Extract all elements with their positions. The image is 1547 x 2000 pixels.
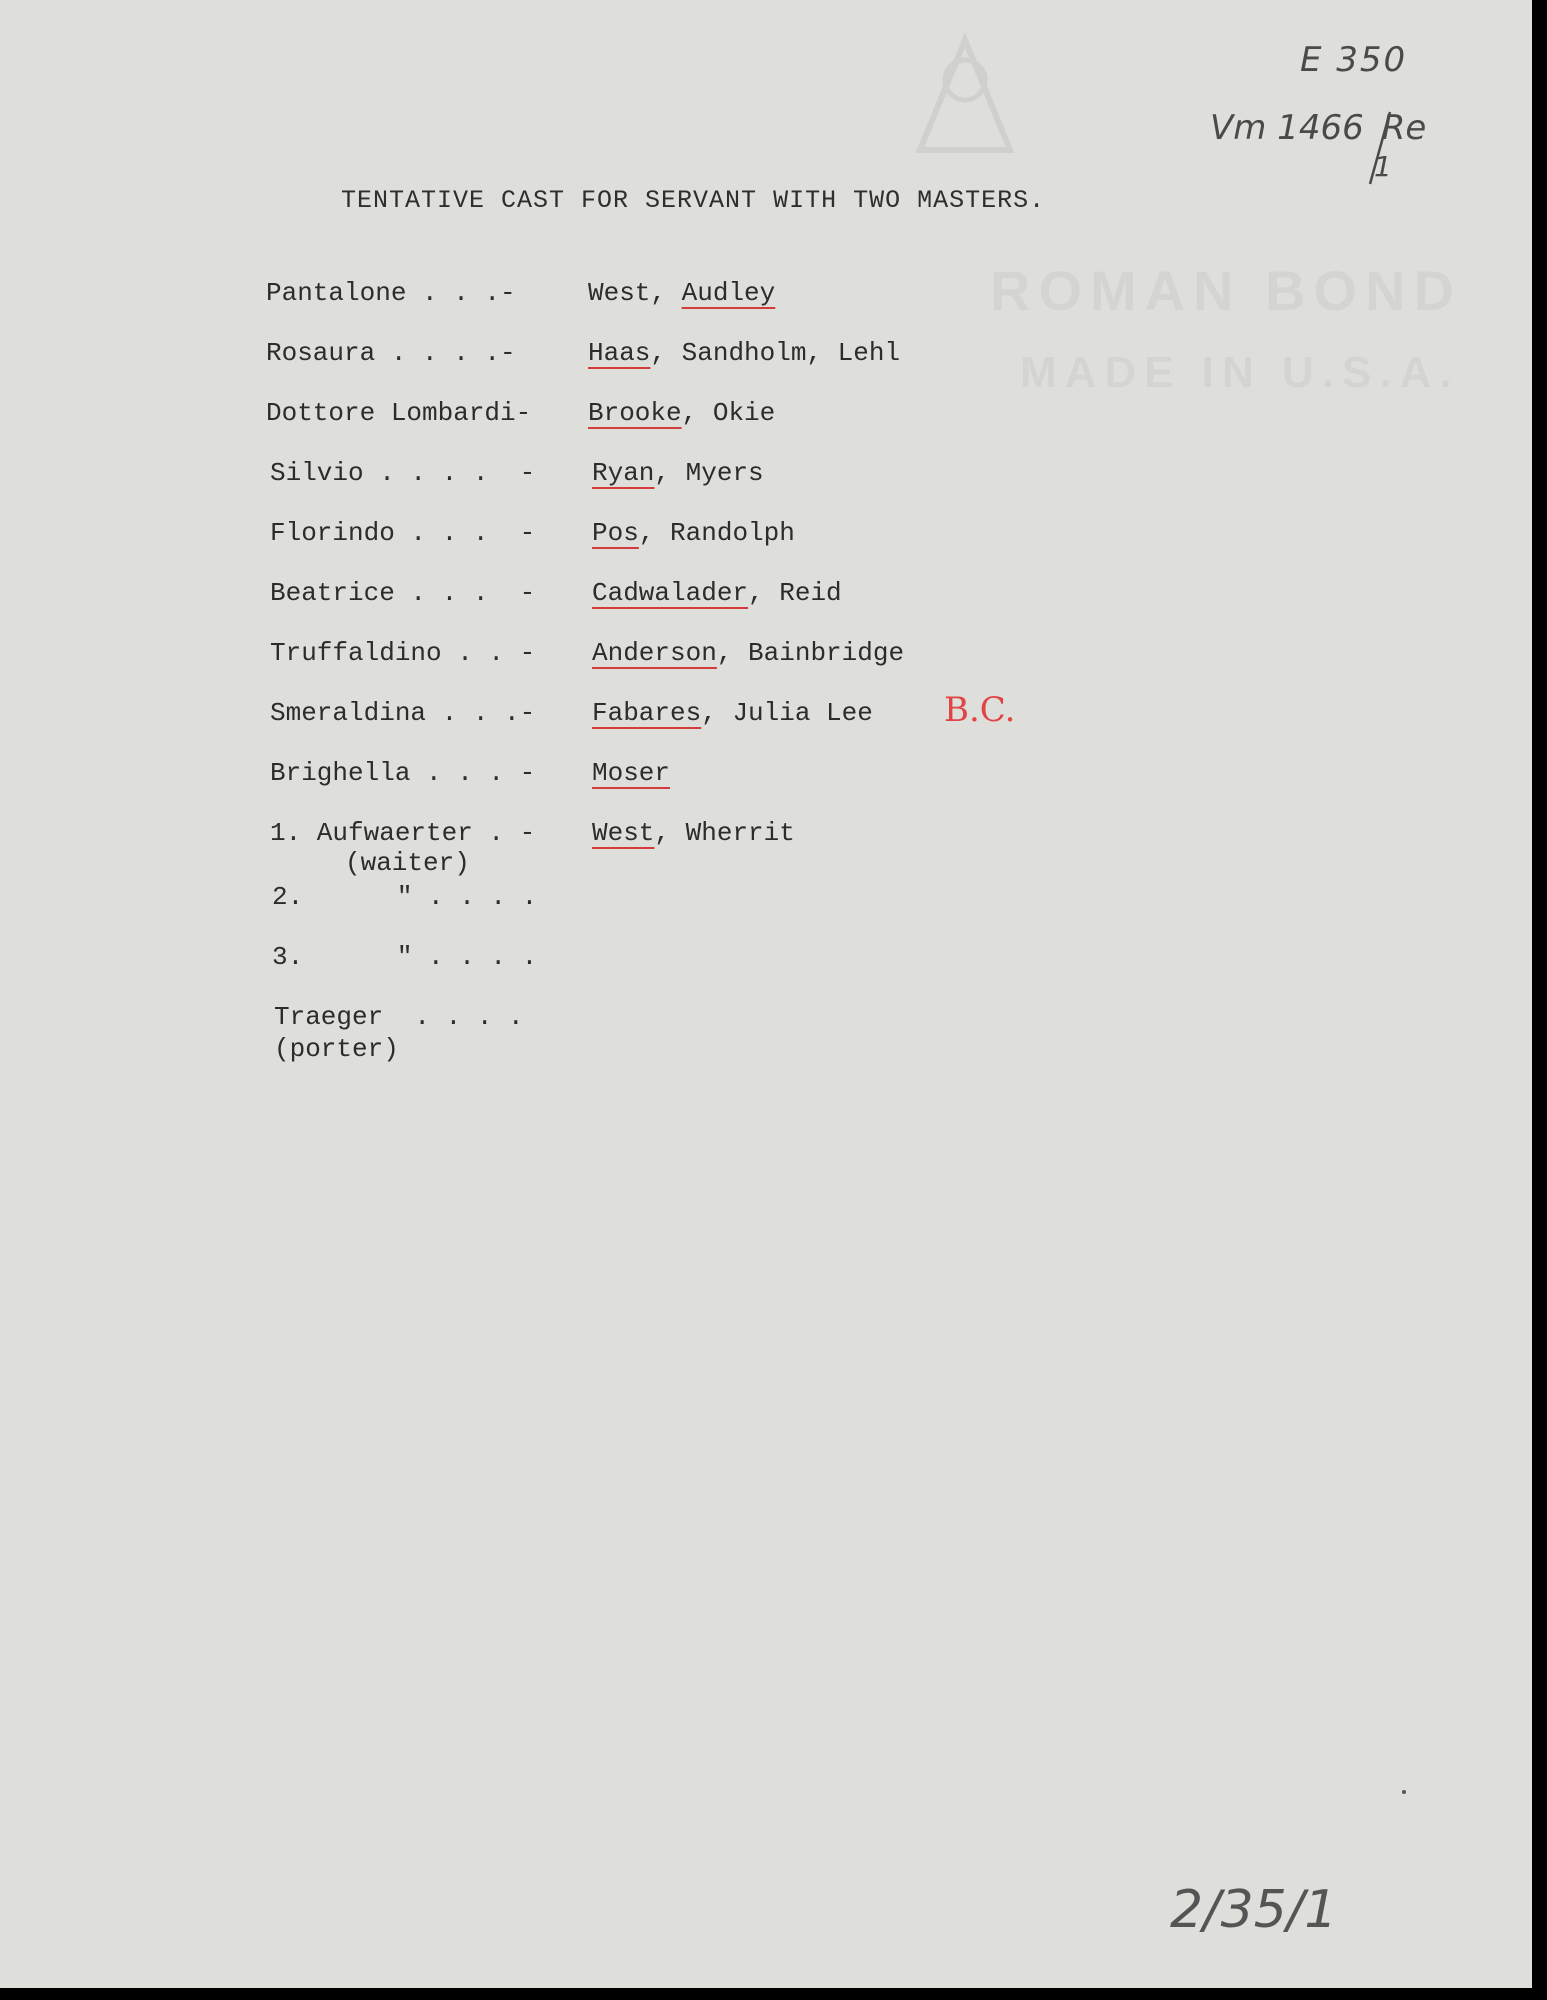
other-actors: Bainbridge: [748, 638, 905, 668]
actor-separator: ,: [650, 278, 682, 308]
cast-row: [270, 458, 764, 488]
ink-speck: [1402, 1790, 1406, 1794]
actor-names: [592, 458, 764, 488]
waiter-gloss: (waiter): [345, 848, 470, 878]
page-number: 2/35/1: [1170, 1880, 1338, 1940]
actor-separator: ,: [748, 578, 780, 608]
actor-names: [588, 278, 775, 308]
actor-names: [588, 398, 775, 428]
other-actors: Myers: [685, 458, 764, 488]
actor-names: [592, 578, 842, 608]
first-actor: Pos: [592, 518, 639, 548]
cast-row: [270, 518, 795, 548]
document-title: TENTATIVE CAST FOR SERVANT WITH TWO MASTERS.: [341, 186, 1046, 215]
first-actor: West: [592, 818, 655, 848]
actor-names: [592, 758, 670, 788]
cast-row: [270, 818, 795, 848]
role-name: Rosaura . . . .-: [266, 338, 516, 368]
actor-names: [592, 698, 873, 728]
watermark-line-2: MADE IN U.S.A.: [1020, 348, 1460, 397]
first-actor: West: [588, 278, 651, 308]
other-actors: Audley: [681, 278, 776, 308]
actor-names: [588, 338, 900, 368]
cast-row: [270, 698, 873, 728]
catalog-number: Vm 1466 Re: [1210, 108, 1427, 148]
actor-separator: ,: [638, 518, 671, 548]
role-name: Florindo . . . -: [270, 518, 536, 548]
cast-row: [266, 278, 775, 308]
actor-separator: ,: [701, 698, 733, 728]
other-actors: Sandholm, Lehl: [681, 338, 901, 368]
other-actors: Okie: [712, 398, 776, 428]
porter-gloss: (porter): [274, 1034, 399, 1064]
actor-names: [592, 638, 904, 668]
role-name: Dottore Lombardi-: [266, 398, 532, 428]
first-actor: Ryan: [592, 458, 655, 488]
cast-row: [266, 338, 900, 368]
role-name: Silvio . . . . -: [270, 458, 536, 488]
first-actor: Brooke: [588, 398, 682, 428]
role-name: Brighella . . . -: [270, 758, 536, 788]
role-name: Pantalone . . .-: [266, 278, 516, 308]
waiter-3-row: 3. " . . . .: [272, 942, 538, 972]
actor-separator: ,: [654, 458, 686, 488]
handwritten-initials: B.C.: [944, 690, 1016, 730]
first-actor: Cadwalader: [592, 578, 749, 608]
actor-separator: ,: [681, 398, 713, 428]
actor-separator: ,: [650, 338, 682, 368]
first-actor: Fabares: [592, 698, 702, 728]
cast-row: [270, 638, 904, 668]
first-actor: Anderson: [592, 638, 717, 668]
actor-separator: ,: [654, 818, 686, 848]
cast-row: [270, 578, 842, 608]
other-actors: Randolph: [670, 518, 795, 548]
other-actors: Reid: [779, 578, 842, 608]
other-actors: Julia Lee: [732, 698, 873, 728]
catalog-sub: 1: [1374, 150, 1392, 183]
porter-row: Traeger . . . .: [274, 1002, 524, 1032]
watermark-line-1: ROMAN BOND: [990, 259, 1462, 322]
first-actor: Haas: [588, 338, 651, 368]
actor-separator: ,: [716, 638, 749, 668]
actor-names: [592, 518, 795, 548]
role-name: Smeraldina . . .-: [270, 698, 536, 728]
other-actors: Wherrit: [685, 818, 795, 848]
actor-names: [592, 818, 795, 848]
role-name: Truffaldino . . -: [270, 638, 536, 668]
watermark-emblem: [880, 30, 1050, 160]
cast-row: [266, 398, 775, 428]
first-actor: Moser: [592, 758, 671, 788]
role-name: Beatrice . . . -: [270, 578, 536, 608]
role-name: 1. Aufwaerter . -: [270, 818, 536, 848]
archive-reference: E 350: [1300, 40, 1408, 80]
cast-row: [270, 758, 670, 788]
waiter-2-row: 2. " . . . .: [272, 882, 538, 912]
